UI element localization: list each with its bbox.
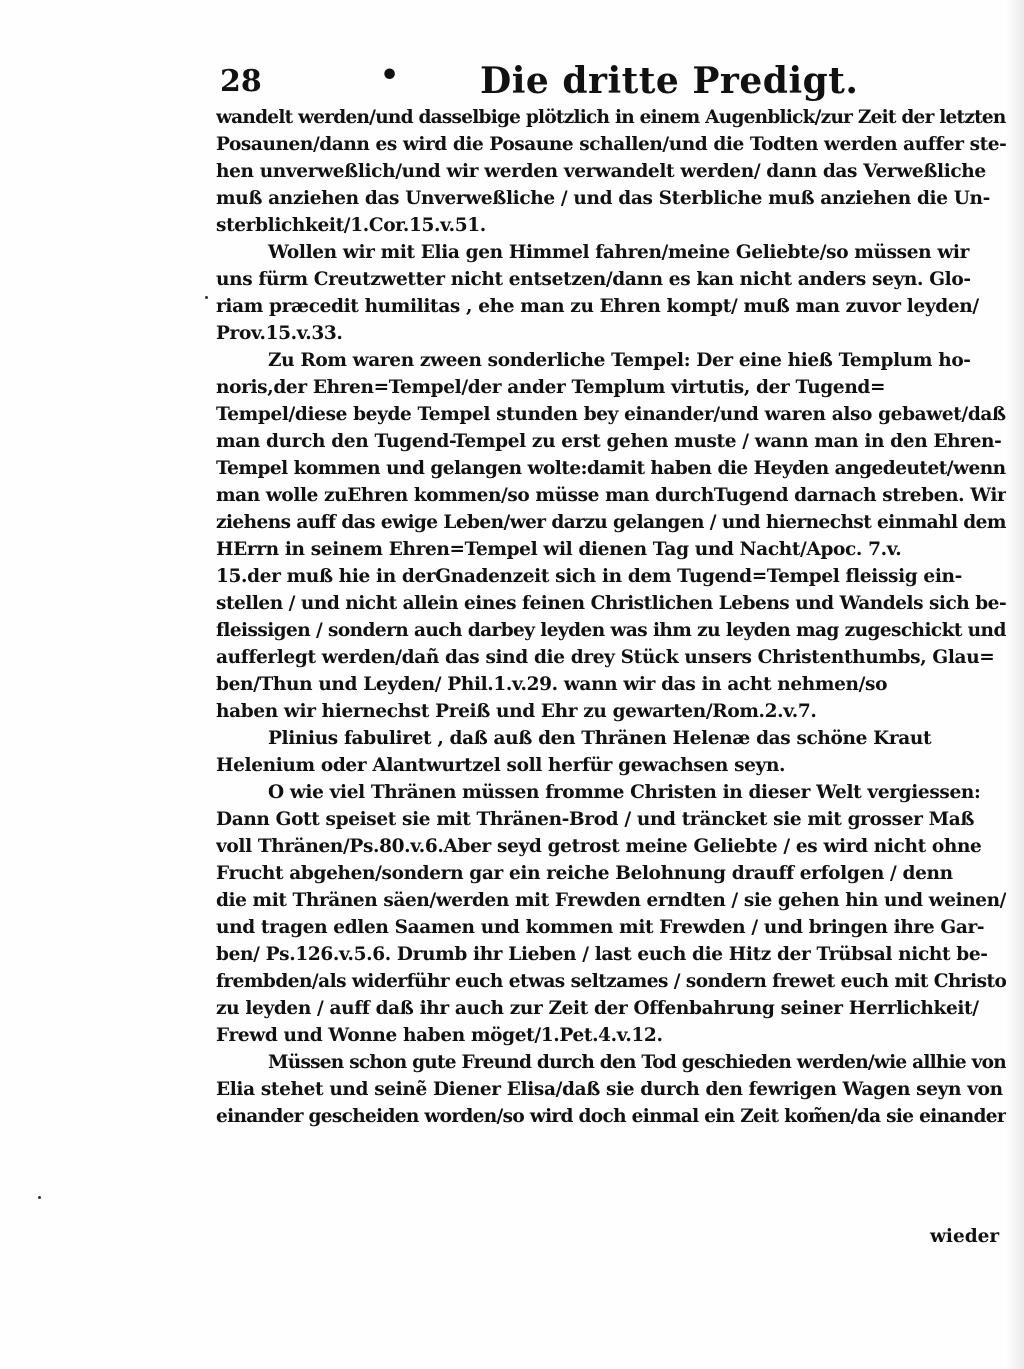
page-number: 28 [220, 64, 262, 99]
text-line: Plinius fabuliret , daß auß den Thränen Helenæ das schöne Kraut [268, 728, 932, 749]
text-line: ziehens auff das ewige Leben/wer darzu gelangen / und hiernechst einmahl dem [216, 512, 1006, 533]
text-line: ben/ Ps.126.v.5.6. Drumb ihr Lieben / last euch die Hitz der Trübsal nicht be- [216, 944, 988, 965]
text-line: man wolle zuEhren kommen/so müsse man durchTugend darnach streben. Wir [216, 485, 1006, 506]
text-line: einander gescheiden worden/so wird doch einmal ein Zeit kom̃en/da sie einander [216, 1106, 1006, 1127]
text-line: Tempel kommen und gelangen wolte:damit haben die Heyden angedeutet/wenn [216, 458, 1006, 479]
text-line: haben wir hiernechst Preiß und Ehr zu gewarten/Rom.2.v.7. [216, 701, 817, 722]
text-line: O wie viel Thränen müssen fromme Christen in dieser Welt vergiessen: [268, 782, 981, 803]
text-line: Dann Gott speiset sie mit Thränen-Brod / und träncket sie mit grosser Maß [216, 809, 975, 830]
page-edge-shadow [1006, 0, 1024, 1369]
text-line: Frucht abgehen/sondern gar ein reiche Belohnung drauff erfolgen / denn [216, 863, 953, 884]
paper-speck [205, 296, 208, 299]
text-line: Posaunen/dann es wird die Posaune schallen/und die Todten werden auffer ste- [216, 134, 1006, 155]
text-line: wandelt werden/und dasselbige plötzlich in einem Augenblick/zur Zeit der letzten [216, 107, 1006, 128]
text-line: Wollen wir mit Elia gen Himmel fahren/meine Geliebte/so müssen wir [268, 242, 970, 263]
text-line: Frewd und Wonne haben möget/1.Pet.4.v.12. [216, 1025, 663, 1046]
text-line: riam præcedit humilitas , ehe man zu Ehren kompt/ muß man zuvor leyden/ [216, 296, 979, 317]
text-line: hen unverweßlich/und wir werden verwandelt werden/ dann das Verweßliche [216, 161, 986, 182]
page-header [220, 58, 859, 106]
text-line: uns fürm Creutzwetter nicht entsetzen/dann es kan nicht anders seyn. Glo- [216, 269, 971, 290]
text-line: man durch den Tugend-Tempel zu erst gehen muste / wann man in den Ehren- [216, 431, 1002, 452]
text-line: Tempel/diese beyde Tempel stunden bey einander/und waren also gebawet/daß [216, 404, 1006, 425]
text-line: Elia stehet und seinẽ Diener Elisa/daß sie durch den fewrigen Wagen seyn von [216, 1079, 1003, 1100]
text-line: Zu Rom waren zween sonderliche Tempel: Der eine hieß Templum ho- [268, 350, 971, 371]
text-line: HErrn in seinem Ehren=Tempel wil dienen Tag und Nacht/Apoc. 7.v. [216, 539, 902, 560]
paper-speck [38, 1196, 41, 1199]
body-text [216, 104, 1006, 1130]
running-title: Die dritte Predigt. [480, 60, 859, 102]
header-ornament-dot: • [380, 58, 400, 93]
text-line: Prov.15.v.33. [216, 323, 343, 344]
text-line: Müssen schon gute Freund durch den Tod geschieden werden/wie allhie von [268, 1052, 1006, 1073]
text-line: 15.der muß hie in derGnadenzeit sich in dem Tugend=Tempel fleissig ein- [216, 566, 962, 587]
text-line: und tragen edlen Saamen und kommen mit Frewden / und bringen ihre Gar- [216, 917, 985, 938]
text-line: noris,der Ehren=Tempel/der ander Templum virtutis, der Tugend= [216, 377, 886, 398]
text-line: aufferlegt werden/dañ das sind die drey Stück unsers Christenthumbs, Glau= [216, 647, 995, 668]
text-line: stellen / und nicht allein eines feinen Christlichen Lebens und Wandels sich be- [216, 593, 1006, 614]
catchword: wieder [930, 1226, 1000, 1247]
text-line: fleissigen / sondern auch darbey leyden was ihm zu leyden mag zugeschickt und [216, 620, 1006, 641]
text-line: die mit Thränen säen/werden mit Frewden erndten / sie gehen hin und weinen/ [216, 890, 1006, 911]
text-line: Helenium oder Alantwurtzel soll herfür gewachsen seyn. [216, 755, 786, 776]
text-line: muß anziehen das Unverweßliche / und das Sterbliche muß anziehen die Un- [216, 188, 990, 209]
text-line: sterblichkeit/1.Cor.15.v.51. [216, 215, 486, 236]
text-line: voll Thränen/Ps.80.v.6.Aber seyd getrost meine Geliebte / es wird nicht ohne [216, 836, 982, 857]
text-line: zu leyden / auff daß ihr auch zur Zeit der Offenbahrung seiner Herrlichkeit/ [216, 998, 979, 1019]
text-line: frembden/als widerführ euch etwas seltzames / sondern frewet euch mit Christo [216, 971, 1006, 992]
text-line: ben/Thun und Leyden/ Phil.1.v.29. wann wir das in acht nehmen/so [216, 674, 888, 695]
